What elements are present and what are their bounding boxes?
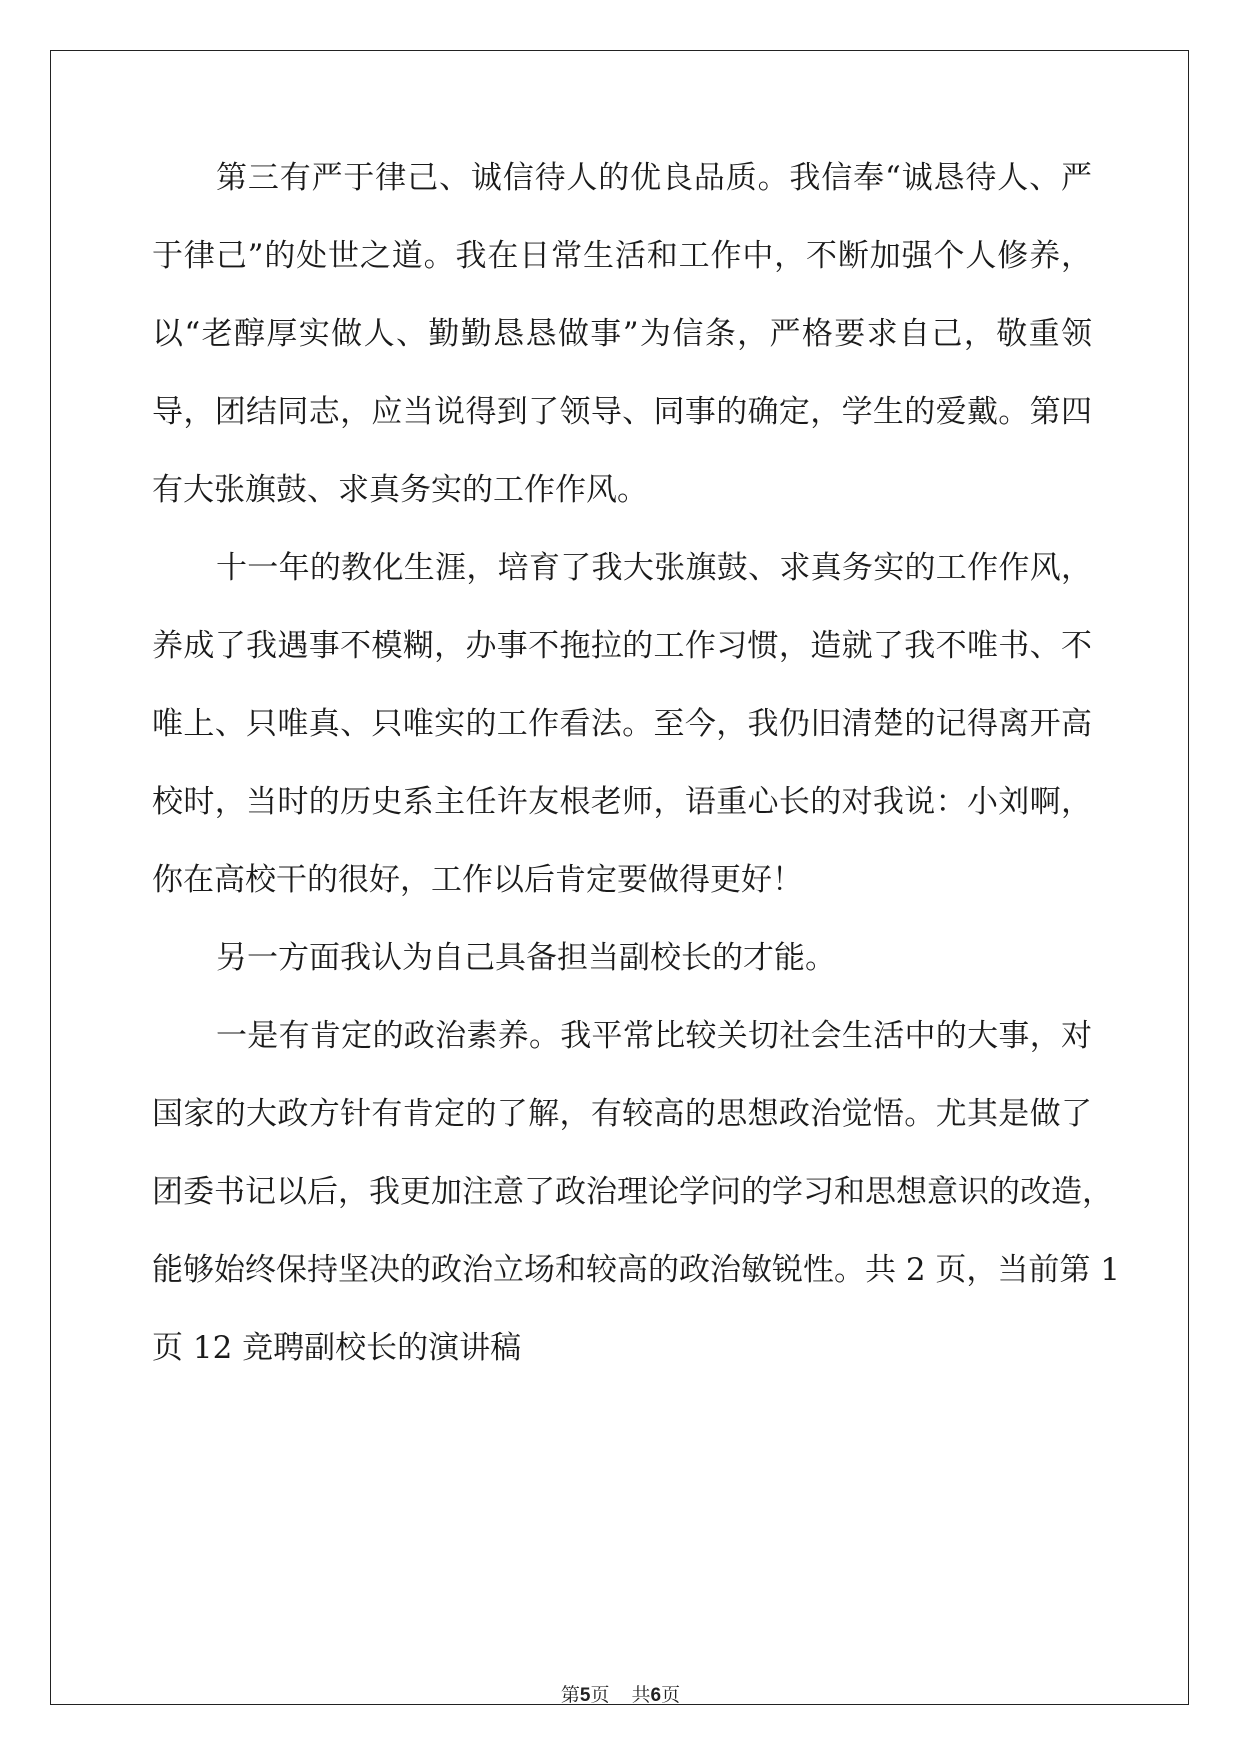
text-line: 另一方面我认为自己具备担当副校长的才能。 xyxy=(216,940,836,976)
footer-page-total: 6 xyxy=(650,1685,662,1706)
text-line: 有大张旗鼓、求真务实的工作作风。 xyxy=(152,472,648,508)
document-body xyxy=(152,158,1121,1406)
footer-total-suffix: 页 xyxy=(661,1684,681,1706)
text-line: 一是有肯定的政治素养。我平常比较关切社会生活中的大事，对 xyxy=(216,1018,1092,1054)
text-line: 校时，当时的历史系主任许友根老师，语重心长的对我说：小刘啊， xyxy=(152,784,1092,820)
text-line: 页 12 竞聘副校长的演讲稿 xyxy=(152,1330,522,1366)
text-line: 你在高校干的很好，工作以后肯定要做得更好！ xyxy=(152,862,803,898)
text-line: 国家的大政方针有肯定的了解，有较高的思想政治觉悟。尤其是做了 xyxy=(152,1096,1092,1132)
footer-total-prefix: 共 xyxy=(631,1684,651,1706)
text-line: 于律己”的处世之道。我在日常生活和工作中，不断加强个人修养， xyxy=(152,238,1092,274)
text-line: 唯上、只唯真、只唯实的工作看法。至今，我仍旧清楚的记得离开高 xyxy=(152,706,1092,742)
text-line: 导，团结同志，应当说得到了领导、同事的确定，学生的爱戴。第四 xyxy=(152,394,1092,430)
text-line: 能够始终保持坚决的政治立场和较高的政治敏锐性。共 2 页，当前第 1 xyxy=(152,1252,1121,1288)
text-line: 十一年的教化生涯，培育了我大张旗鼓、求真务实的工作作风， xyxy=(216,550,1092,586)
text-line: 团委书记以后，我更加注意了政治理论学问的学习和思想意识的改造， xyxy=(152,1174,1113,1210)
footer-page-label: 页 xyxy=(590,1684,610,1706)
footer-page-prefix: 第 xyxy=(560,1684,580,1706)
text-line: 养成了我遇事不模糊，办事不拖拉的工作习惯，造就了我不唯书、不 xyxy=(152,628,1092,664)
page-footer xyxy=(0,1680,1241,1707)
text-line: 以“老醇厚实做人、勤勤恳恳做事”为信条，严格要求自己，敬重领 xyxy=(152,316,1092,352)
text-line: 第三有严于律己、诚信待人的优良品质。我信奉“诚恳待人、严 xyxy=(216,160,1092,196)
footer-page-current: 5 xyxy=(579,1685,591,1706)
